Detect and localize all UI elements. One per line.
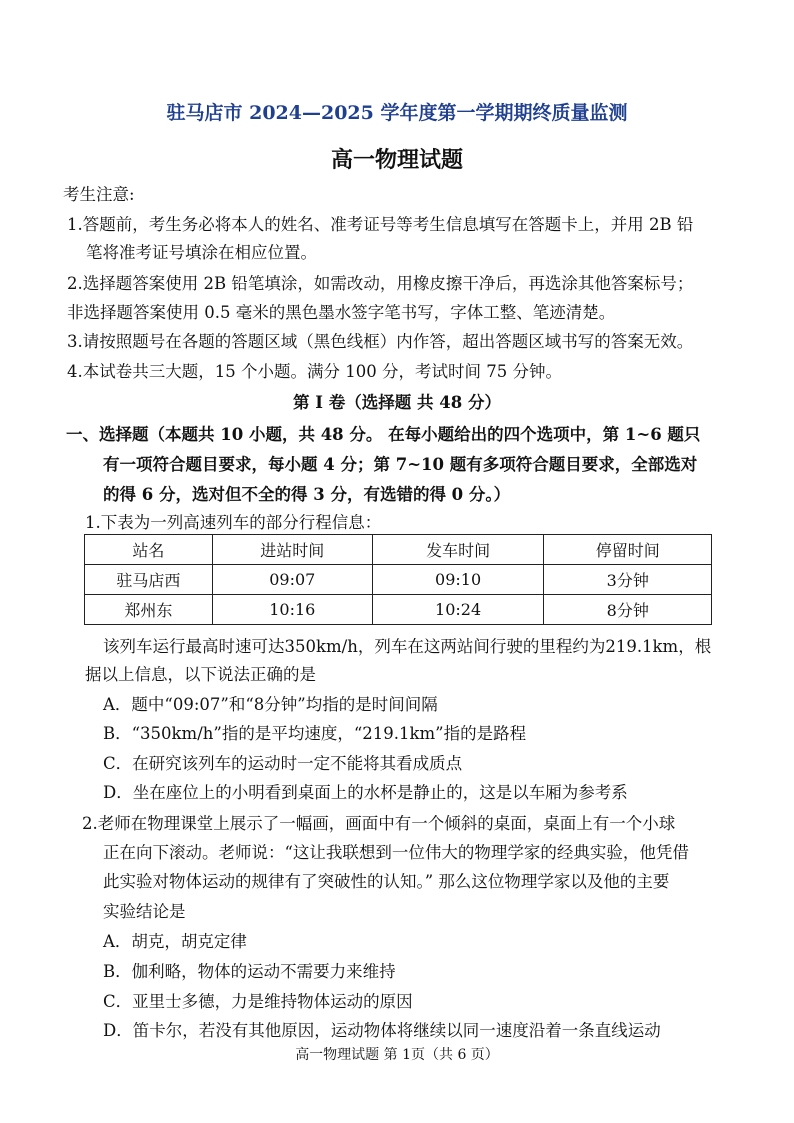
table-cell: 郑州东 [85, 595, 213, 625]
table-row [85, 565, 712, 595]
table-cell: 10:24 [372, 595, 544, 625]
answer-option: D．坐在座位上的小明看到桌面上的水杯是静止的，这是以车厢为参考系 [103, 783, 628, 802]
answer-option: C．亚里士多德，力是维持物体运动的原因 [103, 992, 413, 1011]
table-cell: 3分钟 [544, 565, 712, 595]
section-instruction-line: 一、选择题（本题共 10 小题，共 48 分。 在每小题给出的四个选项中，第 1~6 题只 [66, 425, 701, 444]
exam-title: 驻马店市 2024—2025 学年度第一学期期终质量监测 [166, 102, 628, 124]
table-row [85, 595, 712, 625]
section-instruction-line: 有一项符合题目要求，每小题 4 分；第 7~10 题有多项符合题目要求，全部选对 [103, 455, 698, 474]
question-1-stem: 1.下表为一列高速列车的部分行程信息： [85, 513, 382, 532]
page-footer: 高一物理试题 第 1页（共 6 页） [295, 1047, 499, 1063]
table-cell: 驻马店西 [85, 565, 213, 595]
table-header-cell: 停留时间 [544, 535, 712, 565]
table-header-row [85, 535, 712, 565]
answer-option: B．伽利略，物体的运动不需要力来维持 [103, 962, 396, 981]
train-schedule-table [84, 534, 712, 625]
question-text-line: 据以上信息，以下说法正确的是 [85, 665, 316, 684]
answer-option: D．笛卡尔，若没有其他原因，运动物体将继续以同一速度沿着一条直线运动 [103, 1021, 661, 1040]
question-text-line: 2.老师在物理课堂上展示了一幅画，画面中有一个倾斜的桌面，桌面上有一个小球 [82, 814, 676, 833]
table-cell: 10:16 [212, 595, 372, 625]
table-header-cell: 站名 [85, 535, 213, 565]
table-cell: 09:10 [372, 565, 544, 595]
notice-line: 非选择题答案使用 0.5 毫米的黑色墨水签字笔书写，字体工整、笔迹清楚。 [67, 303, 616, 322]
answer-option: A．胡克，胡克定律 [103, 932, 247, 951]
question-text-line: 此实验对物体运动的规律有了突破性的认知。” 那么这位物理学家以及他的主要 [103, 872, 670, 891]
notice-line: 2.选择题答案使用 2B 铅笔填涂，如需改动，用橡皮擦干净后，再选涂其他答案标号； [67, 274, 694, 293]
table-cell: 09:07 [212, 565, 372, 595]
notice-line: 笔将准考证号填涂在相应位置。 [86, 243, 317, 262]
exam-subtitle: 高一物理试题 [330, 147, 463, 173]
answer-option: C．在研究该列车的运动时一定不能将其看成质点 [103, 754, 463, 773]
table-header-cell: 进站时间 [212, 535, 372, 565]
notice-heading: 考生注意: [63, 185, 135, 204]
part-title: 第 I 卷（选择题 共 48 分） [293, 393, 501, 412]
table-cell: 8分钟 [544, 595, 712, 625]
notice-line: 3.请按照题号在各题的答题区域（黑色线框）内作答，超出答题区域书写的答案无效。 [67, 332, 694, 351]
answer-option: A．题中“09:07”和“8分钟”均指的是时间间隔 [103, 695, 438, 714]
section-instruction-line: 的得 6 分，选对但不全的得 3 分，有选错的得 0 分。） [103, 485, 511, 504]
notice-line: 4.本试卷共三大题，15 个小题。满分 100 分，考试时间 75 分钟。 [67, 362, 562, 381]
table-header-cell: 发车时间 [372, 535, 544, 565]
question-text-line: 实验结论是 [103, 902, 186, 921]
question-text-line: 正在向下滚动。老师说：“这让我联想到一位伟大的物理学家的经典实验，他凭借 [103, 843, 689, 862]
notice-line: 1.答题前，考生务必将本人的姓名、准考证号等考生信息填写在答题卡上，并用 2B 铅 [67, 215, 694, 234]
answer-option: B．“350km/h”指的是平均速度，“219.1km”指的是路程 [103, 724, 527, 743]
question-text-line: 该列车运行最高时速可达350km/h，列车在这两站间行驶的里程约为219.1km，根 [103, 637, 712, 656]
